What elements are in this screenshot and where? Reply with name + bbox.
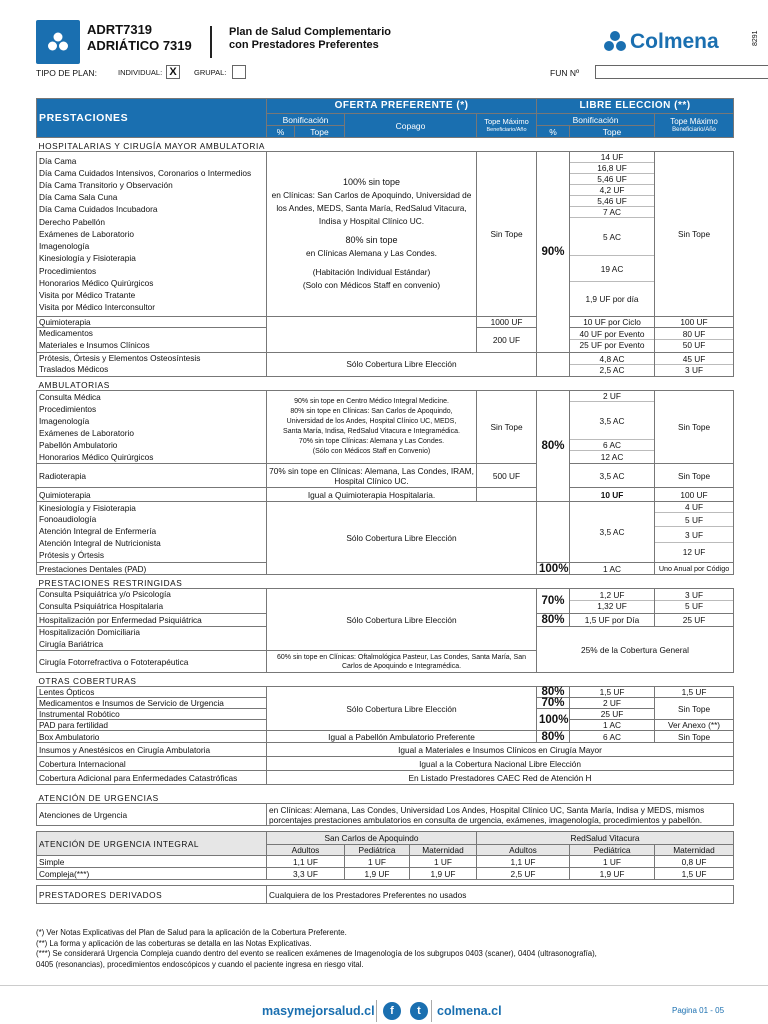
hosp-tope-le: 14 UF	[570, 152, 654, 163]
tope-max-label: Tope Máximo	[484, 116, 529, 126]
amb-max2-cell: 3 UF	[655, 527, 733, 543]
hosp-item: Honorarios Médico Quirúrgicos	[39, 277, 154, 288]
restr-psiq-hosp: Consulta Psiquiátrica Hospitalaria	[39, 600, 164, 611]
restr-max-b: 5 UF	[685, 601, 704, 612]
restr-max1	[655, 589, 734, 614]
urg-cell: 2,5 UF	[477, 868, 570, 880]
footnotes	[36, 928, 736, 970]
hosp-quimio: Quimioterapia	[37, 317, 267, 328]
plan-code-name: ADRIÁTICO 7319	[87, 38, 192, 53]
urg-cell: 1,9 UF	[570, 868, 655, 880]
plan-type-label: TIPO DE PLAN:	[36, 68, 97, 78]
urg-atenciones-txt: en Clínicas: Alemana, Las Condes, Universidad Los Andes, Hospital Clínico UC, Santa María, Indisa y MEDS, mismos porcentajes prestaciones ambulatorios en consulta de urgencia, exámenes, imagenología, procedimientos y pabellón.	[267, 804, 734, 826]
coverage-table	[36, 98, 733, 904]
header-tope-of: Tope	[295, 126, 345, 138]
otras-le1: 1,5 UF	[570, 687, 655, 698]
page-footer	[0, 985, 768, 1024]
amb-quimio-le: 10 UF	[570, 488, 655, 502]
otras-p70: 70%	[537, 698, 570, 709]
otras-o7-oferta: Igual a la Cobertura Nacional Libre Elección	[267, 757, 734, 771]
hosp-prot-max	[655, 352, 734, 377]
brand-name: Colmena	[630, 30, 719, 53]
section-urgencias: ATENCIÓN DE URGENCIAS	[38, 793, 159, 804]
hosp-items	[37, 152, 267, 317]
urg-rs-mat: Maternidad	[655, 845, 734, 856]
amb-item: Honorarios Médico Quirúrgicos	[39, 452, 154, 463]
hosp-prot-pct-blank	[537, 352, 570, 377]
header-prestaciones: PRESTACIONES	[37, 99, 267, 138]
hosp-quimio-tope: 1000 UF	[477, 317, 537, 328]
restr-items1	[37, 589, 267, 614]
amb-radio-max: Sin Tope	[655, 464, 734, 488]
hosp-materiales: Materiales e Insumos Clínicos	[39, 339, 150, 350]
plan-code	[87, 22, 192, 54]
amb-items2	[37, 502, 267, 563]
hosp-tope-le: 5,46 UF	[570, 174, 654, 185]
prot-le: 4,8 AC	[570, 354, 654, 365]
grupal-checkbox[interactable]	[232, 65, 246, 79]
restr-hosp-dom: Hospitalización Domiciliaria	[39, 626, 140, 637]
section-ambulatorias: AMBULATORIAS	[38, 380, 110, 391]
hosp-item: Procedimientos	[39, 265, 97, 276]
amb-oferta-line: 80% sin tope en Clínicas: San Carlos de Apoquindo,	[290, 408, 453, 416]
section-hospitalarias: HOSPITALARIAS Y CIRUGÍA MAYOR AMBULATORIA	[38, 141, 266, 151]
amb-item: Exámenes de Laboratorio	[39, 428, 135, 439]
restr-le1	[570, 589, 655, 614]
hosp-item: Día Cama	[39, 155, 77, 166]
page-number: Pagina 01 - 05	[672, 1006, 725, 1015]
amb-tope-le: 2 UF	[570, 391, 654, 402]
amb-max2-cell: 12 UF	[682, 547, 706, 558]
hosp-medicamentos: Medicamentos	[39, 328, 93, 338]
urg-cell: 1,5 UF	[655, 868, 734, 880]
hosp-tope-le: 5 AC	[570, 218, 654, 256]
amb-dental-le: 1 AC	[570, 563, 655, 575]
hosp-medic-le	[570, 328, 655, 353]
side-code: 8291	[752, 30, 759, 46]
otras-le5: 6 AC	[570, 731, 655, 743]
otras-max4: Ver Anexo (**)	[655, 720, 734, 731]
individual-label: INDIVIDUAL:	[118, 68, 163, 77]
otras-insumos-amb: Insumos y Anestésicos en Cirugía Ambulatoria	[37, 743, 267, 757]
header-bonif-le: Bonificación	[537, 114, 655, 126]
urg-cell: 1,1 UF	[477, 856, 570, 868]
medic-le: 40 UF por Evento	[570, 329, 654, 340]
urg-derivados: PRESTADORES DERIVADOS	[37, 886, 267, 904]
amb-dental: Prestaciones Dentales (PAD)	[37, 563, 267, 575]
plan-title	[229, 26, 391, 52]
amb-radio-tope: 500 UF	[477, 464, 537, 488]
urg-cell: 1,9 UF	[345, 868, 410, 880]
otras-internacional: Cobertura Internacional	[37, 757, 267, 771]
section-otras: OTRAS COBERTURAS	[38, 676, 137, 687]
hosp-tope-max-le: Sin Tope	[655, 152, 734, 317]
amb-quimio: Quimioterapia	[37, 488, 267, 502]
restr-max-a: 3 UF	[655, 590, 733, 601]
amb-oferta-line: Universidad de los Andes, Hospital Clínico UC, MEDS,	[286, 418, 457, 426]
otras-robotico: Instrumental Robótico	[37, 709, 267, 720]
urg-cell: 1 UF	[410, 856, 477, 868]
hosp-traslados: Traslados Médicos	[39, 364, 109, 375]
restr-max3: 25 UF	[655, 613, 734, 626]
amb-tope-max-le: Sin Tope	[655, 391, 734, 464]
plan-title-line2: con Prestadores Preferentes	[229, 39, 379, 51]
hosp-protesis-items	[37, 352, 267, 377]
otras-le2: 2 UF	[570, 698, 655, 709]
hosp-item: Día Cama Transitorio y Observación	[39, 180, 173, 191]
restr-le-a: 1,2 UF	[570, 590, 654, 601]
amb-oferta-line: 90% sin tope en Centro Médico Integral Medicine.	[294, 398, 449, 406]
hosp-item: Imagenología	[39, 241, 90, 252]
urg-derivados-txt: Cualquiera de los Prestadores Preferentes no usados	[267, 886, 734, 904]
urg-simple-row	[37, 856, 734, 868]
footer-site-masymejorsalud[interactable]: masymejorsalud.cl	[262, 1004, 375, 1018]
urg-cell: 0,8 UF	[655, 856, 734, 868]
header-tope-max-of	[477, 114, 537, 138]
hosp-protesis: Prótesis, Órtesis y Elementos Osteosíntesis	[39, 352, 201, 363]
medic-max: 80 UF	[655, 329, 733, 340]
hosp-pct-le: 90%	[537, 152, 570, 353]
otras-box-oferta: Igual a Pabellón Ambulatorio Preferente	[267, 731, 537, 743]
header-pct-le: %	[537, 126, 570, 138]
colmena-logo-icon	[36, 20, 80, 64]
amb-tope-le: 12 AC	[600, 452, 624, 463]
amb-pct-le: 80%	[537, 391, 570, 502]
otras-lentes: Lentes Ópticos	[37, 687, 267, 698]
restr-items2	[37, 626, 267, 651]
otras-medic-urg: Medicamentos e Insumos de Servicio de Urgencia	[37, 698, 267, 709]
hosp-tope-le: 5,46 UF	[570, 196, 654, 207]
hosp-topes-le	[570, 152, 655, 317]
header-libre: LIBRE ELECCION (**)	[537, 99, 734, 114]
amb-tope-le: 3,5 AC	[570, 402, 654, 440]
amb-item: Consulta Médica	[39, 392, 101, 403]
footnote-3: (***) Se considerará Urgencia Compleja cuando dentro del evento se realicen exámenes de Imagenología de los subgrupos 0403 (scaner), 0404 (ultrasonografía),	[36, 949, 597, 958]
amb-topes-le	[570, 391, 655, 464]
urg-compleja: Compleja(***)	[37, 868, 267, 880]
amb-item: Imagenología	[39, 416, 90, 427]
hosp-tope-le: 19 AC	[570, 256, 654, 282]
benef-label: Beneficiario/Año	[486, 126, 527, 133]
urg-compleja-row	[37, 868, 734, 880]
amb-item: Procedimientos	[39, 404, 97, 415]
fun-input[interactable]	[595, 65, 768, 79]
otras-p80: 80%	[537, 687, 570, 698]
hosp-oferta-100: 100% sin tope	[342, 177, 401, 187]
amb-oferta	[267, 391, 477, 464]
header-copago: Copago	[345, 114, 477, 138]
hosp-item: Exámenes de Laboratorio	[39, 228, 135, 239]
amb-radio-oferta: 70% sin tope en Clínicas: Alemana, Las Condes, IRAM, Hospital Clínico UC.	[267, 464, 477, 488]
footnote-1: (*) Ver Notas Explicativas del Plan de Salud para la aplicación de la Cobertura Preferente.	[36, 928, 347, 937]
amb-item: Pabellón Ambulatorio	[39, 440, 118, 451]
urg-atenciones: Atenciones de Urgencia	[37, 804, 267, 826]
otras-o8-oferta: En Listado Prestadores CAEC Red de Atención H	[267, 771, 734, 785]
hosp-oferta-clinicas1: en Clínicas: San Carlos de Apoquindo, Universidad de los Andes, MEDS, Santa María, RedSalud Vitacura, Indisa y Hospital Clínico UC.	[271, 190, 472, 226]
amb-item2: Kinesiología y Fisioterapia	[39, 502, 136, 513]
otras-solo-le: Sólo Cobertura Libre Elección	[267, 687, 537, 731]
header-pct-of: %	[267, 126, 295, 138]
amb-quimio-oferta: Igual a Quimioterapia Hospitalaria.	[267, 488, 477, 502]
hosp-tope-le: 7 AC	[570, 207, 654, 218]
hosp-tope-le: 1,9 UF por día	[585, 294, 639, 304]
hosp-quimio-oferta-blank	[267, 317, 477, 353]
restr-le3: 1,5 UF por Día	[570, 613, 655, 626]
amb-radioterapia: Radioterapia	[37, 464, 267, 488]
hosp-solo-le: Sólo Cobertura Libre Elección	[267, 352, 537, 377]
hosp-item: Kinesiología y Fisioterapia	[39, 253, 136, 264]
prot-max: 45 UF	[655, 354, 733, 365]
restr-pct80: 80%	[537, 613, 570, 626]
amb-solo-le: Sólo Cobertura Libre Elección	[267, 502, 537, 575]
page-header	[0, 0, 768, 100]
hosp-item: Día Cama Cuidados Intensivos, Coronarios o Intermedios	[39, 167, 252, 178]
otras-le4: 1 AC	[570, 720, 655, 731]
amb-quimio-tope-blank	[477, 488, 537, 502]
hosp-oferta-staff: (Solo con Médicos Staff en convenio)	[302, 280, 441, 290]
hosp-tope-max-of: Sin Tope	[477, 152, 537, 317]
urg-cell: 1,1 UF	[267, 856, 345, 868]
grupal-label: GRUPAL:	[194, 68, 227, 77]
urg-sc: San Carlos de Apoquindo	[267, 832, 477, 845]
amb-items2-max	[655, 502, 734, 563]
benef-label: Beneficiario/Año	[672, 126, 716, 133]
hosp-medic-tope: 200 UF	[477, 328, 537, 353]
urg-sc-adultos: Adultos	[267, 845, 345, 856]
restr-bariatrica: Cirugía Bariátrica	[39, 638, 104, 649]
amb-items2-pct-blank	[537, 502, 570, 563]
footnote-2: (**) La forma y aplicación de las coberturas se detalla en las Notas Explicativas.	[36, 938, 312, 948]
otras-p100: 100%	[537, 709, 570, 731]
hosp-oferta-habitacion: (Habitación Individual Estándar)	[312, 267, 431, 277]
footer-divider	[376, 1000, 377, 1022]
otras-o6-oferta: Igual a Materiales e Insumos Clínicos en Cirugía Mayor	[267, 743, 734, 757]
hosp-oferta-clinicas2: en Clínicas Alemana y Las Condes.	[306, 248, 437, 258]
urg-sc-ped: Pediátrica	[345, 845, 410, 856]
restr-hosp-psiq: Hospitalización por Enfermedad Psiquiátrica	[37, 613, 267, 626]
amb-item2: Atención Integral de Enfermería	[39, 526, 157, 537]
hosp-medic-items	[37, 328, 267, 353]
urg-cell: 1,9 UF	[410, 868, 477, 880]
restr-pct70: 70%	[537, 589, 570, 614]
urg-rs-adultos: Adultos	[477, 845, 570, 856]
fun-label: FUN Nº	[550, 68, 580, 78]
header-oferta: OFERTA PREFERENTE (*)	[267, 99, 537, 114]
otras-caec: Cobertura Adicional para Enfermedades Catastróficas	[37, 771, 267, 785]
restr-fotorrefractiva: Cirugía Fotorrefractiva o Fototerapéutica	[37, 651, 267, 673]
hosp-tope-le: 16,8 UF	[570, 163, 654, 174]
plan-type-row	[36, 64, 736, 82]
mat-max: 50 UF	[682, 340, 706, 351]
amb-item2: Atención Integral de Nutricionista	[39, 538, 161, 549]
hosp-item: Visita por Médico Tratante	[39, 289, 136, 300]
tras-le: 2,5 AC	[599, 364, 625, 375]
hosp-medic-max	[655, 328, 734, 353]
plan-title-line1: Plan de Salud Complementario	[229, 26, 391, 38]
header-divider	[210, 26, 212, 58]
tras-max: 3 UF	[685, 364, 704, 375]
restr-general: 25% de la Cobertura General	[537, 626, 734, 673]
otras-max5: Sin Tope	[655, 731, 734, 743]
otras-p80b: 80%	[537, 731, 570, 743]
restr-r6-oferta: 60% sin tope en Clínicas: Oftalmológica Pasteur, Las Condes, Santa María, San Carlos de Apoquindo e Integramédica.	[267, 651, 537, 673]
amb-max2-cell: 4 UF	[655, 502, 733, 513]
footer-divider	[431, 1000, 432, 1022]
hosp-item: Día Cama Cuidados Incubadora	[39, 204, 158, 215]
hosp-item: Visita por Médico Interconsultor	[39, 302, 156, 313]
tope-max-label: Tope Máximo	[670, 116, 718, 126]
amb-tope-max-of: Sin Tope	[477, 391, 537, 464]
hosp-prot-le	[570, 352, 655, 377]
urg-simple: Simple	[37, 856, 267, 868]
brand-dots-icon	[600, 28, 630, 58]
amb-items	[37, 391, 267, 464]
hosp-quimio-max: 100 UF	[655, 317, 734, 328]
restr-le-b: 1,32 UF	[597, 601, 627, 612]
restr-solo-le: Sólo Cobertura Libre Elección	[267, 589, 537, 651]
otras-fertilidad: PAD para fertilidad	[37, 720, 267, 731]
amb-dental-pct: 100%	[537, 563, 570, 575]
hosp-oferta-80: 80% sin tope	[345, 235, 398, 245]
header-bonif-of: Bonificación	[267, 114, 345, 126]
amb-item2: Fonoaudiología	[39, 514, 97, 525]
urg-cell: 1 UF	[345, 856, 410, 868]
header-tope-max-le	[655, 114, 734, 138]
hosp-tope-le: 4,2 UF	[570, 185, 654, 196]
otras-max1: 1,5 UF	[655, 687, 734, 698]
otras-le3: 25 UF	[570, 709, 655, 720]
amb-items2-le: 3,5 AC	[570, 502, 655, 563]
amb-oferta-line: 70% sin tope Clínicas: Alemana y Las Condes.	[298, 438, 445, 446]
hosp-item: Día Cama Sala Cuna	[39, 192, 118, 203]
hosp-quimio-le: 10 UF por Ciclo	[570, 317, 655, 328]
urg-integral: ATENCIÓN DE URGENCIA INTEGRAL	[37, 832, 267, 856]
amb-dental-max: Uno Anual por Código	[655, 563, 734, 575]
urg-cell: 3,3 UF	[267, 868, 345, 880]
restr-psiq: Consulta Psiquiátrica y/o Psicología	[39, 589, 171, 600]
header-tope-le: Tope	[570, 126, 655, 138]
hosp-oferta	[267, 152, 477, 317]
footnote-4: 0405 (resonancias), procedimientos endoscópicos y cuando el paciente ingresa en riesgo vital.	[36, 959, 364, 969]
facebook-icon[interactable]: f	[383, 1002, 401, 1020]
section-restringidas: PRESTACIONES RESTRINGIDAS	[38, 578, 183, 589]
amb-tope-le: 6 AC	[570, 440, 654, 451]
amb-radio-le: 3,5 AC	[570, 464, 655, 488]
amb-oferta-line: (Sólo con Médicos Staff en Convenio)	[312, 448, 431, 456]
otras-max23: Sin Tope	[655, 698, 734, 720]
individual-checkbox[interactable]: X	[166, 65, 180, 79]
plan-code-id: ADRT7319	[87, 22, 153, 37]
urg-sc-mat: Maternidad	[410, 845, 477, 856]
footer-site-colmena[interactable]: colmena.cl	[437, 1004, 502, 1018]
amb-item2: Prótesis y Órtesis	[39, 549, 105, 560]
amb-oferta-line: Santa María, Indisa, RedSalud Vitacura e Integramédica.	[283, 428, 460, 436]
otras-box: Box Ambulatorio	[37, 731, 267, 743]
twitter-icon[interactable]: t	[410, 1002, 428, 1020]
urg-rs: RedSalud Vitacura	[477, 832, 734, 845]
amb-max2-cell: 5 UF	[655, 513, 733, 527]
urg-rs-ped: Pediátrica	[570, 845, 655, 856]
hosp-item: Derecho Pabellón	[39, 216, 105, 227]
mat-le: 25 UF por Evento	[579, 340, 645, 351]
amb-quimio-max: 100 UF	[655, 488, 734, 502]
urg-cell: 1 UF	[570, 856, 655, 868]
